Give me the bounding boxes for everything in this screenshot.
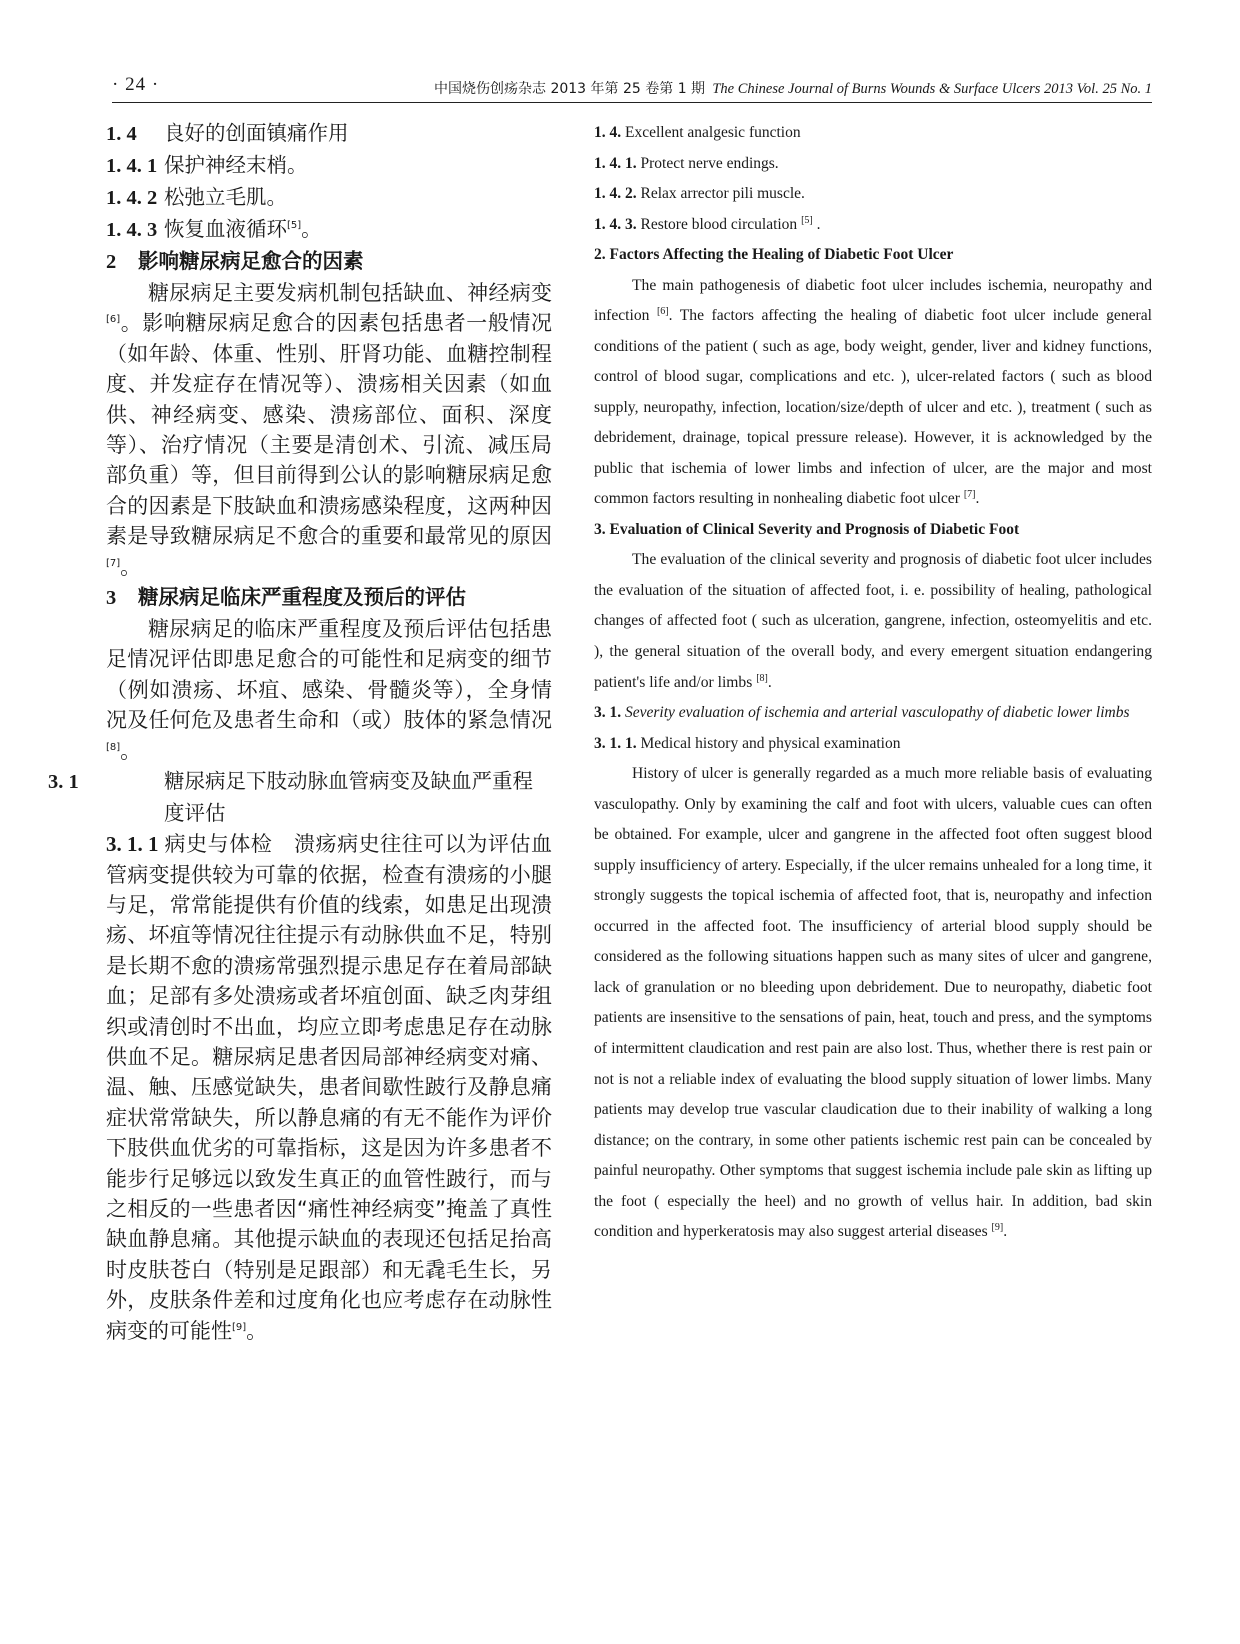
page-number: · 24 · [112, 74, 160, 95]
english-column [594, 118, 1152, 1248]
en-section-3-heading: 3. Evaluation of Clinical Severity and Prognosis of Diabetic Foot [594, 520, 1020, 538]
en-section-1-4-2: 1. 4. 2. Relax arrector pili muscle. [594, 185, 805, 202]
zh-paragraph-3: 糖尿病足的临床严重程度及预后评估包括患足情况评估即患足愈合的可能性和足病变的细节（例如溃疡、坏疽、感染、骨髓炎等），全身情况及任何危及患者生命和（或）肢体的紧急情况[8]。 [106, 617, 552, 763]
journal-title-en: The Chinese Journal of Burns Wounds & Surface Ulcers 2013 Vol. 25 No. 1 [712, 81, 1152, 97]
zh-section-3-1: 3. 1 糖尿病足下肢动脉血管病变及缺血严重程度评估 [48, 769, 533, 826]
en-section-2-heading: 2. Factors Affecting the Healing of Diabetic Foot Ulcer [594, 246, 954, 263]
page-header [112, 70, 1152, 103]
en-section-3-1: 3. 1. Severity evaluation of ischemia and arterial vasculopathy of diabetic lower limbs [594, 704, 1130, 722]
en-paragraph-3: The evaluation of the clinical severity and prognosis of diabetic foot ulcer includes the evaluation of the situation of affected foot, i. e. possibility of healing, pathological changes of affected foot ( such as ulceration, gangrene, infection, osteomyelitis and etc. ), the general situation of the overall body, and every emergent situation endangering patient's life and/or limbs [8]. [594, 551, 1152, 691]
en-paragraph-2: The main pathogenesis of diabetic foot ulcer includes ischemia, neuropathy and infection [6]. The factors affecting the healing of diabetic foot ulcer include general conditions of the patient ( such as age, body weight, gender, liver and kidney functions, control of blood sugar, complications and etc. ), ulcer-related factors ( such as blood supply, neuropathy, infection, location/size/depth of ulcer and etc. ), treatment ( such as debridement, drainage, topical pressure release). However, it is acknowledged by the public that ischemia of lower limbs and infection of ulcer, are the major and most common factors resulting in nonhealing diabetic foot ulcer [7]. [594, 276, 1152, 508]
zh-paragraph-2: 糖尿病足主要发病机制包括缺血、神经病变[6]。影响糖尿病足愈合的因素包括患者一般情况（如年龄、体重、性别、肝肾功能、血糖控制程度、并发症存在情况等）、溃疡相关因素（如血供、神经病变、感染、溃疡部位、面积、深度等）、治疗情况（主要是清创术、引流、减压局部负重）等，但目前得到公认的影响糖尿病足愈合的因素是下肢缺血和溃疡感染程度，这两种因素是导致糖尿病足不愈合的重要和最常见的原因[7]。 [106, 281, 552, 579]
citation: [6] [106, 314, 121, 326]
citation: [7] [106, 557, 121, 569]
zh-lead-phrase: 病史与体检 [164, 832, 273, 857]
chinese-column [48, 118, 553, 1346]
citation: [7] [963, 489, 976, 501]
zh-section-1-4-3: 1. 4. 3 恢复血液循环[5]。 [106, 217, 322, 241]
citation: [8] [106, 741, 121, 753]
en-section-1-4-1: 1. 4. 1. Protect nerve endings. [594, 154, 779, 172]
zh-section-3-heading: 3 糖尿病足临床严重程度及预后的评估 [106, 585, 466, 610]
zh-section-1-4-1: 1. 4. 1 保护神经末梢。 [106, 153, 308, 177]
zh-paragraph-3-1-1: 3. 1. 1 病史与体检 溃疡病史往往可以为评估血管病变提供较为可靠的依据，检查有溃疡的小腿与足，常常能提供有价值的线索，如患足出现溃疡、坏疽等情况往往提示有动脉供血不足，特别是长期不愈的溃疡常强烈提示患足存在着局部缺血；足部有多处溃疡或者坏疽创面、缺乏肉芽组织或清创时不出血，均应立即考虑患足存在动脉供血不足。糖尿病足患者因局部神经病变对痛、温、触、压感觉缺失，患者间歇性跛行及静息痛症状常常缺失，所以静息痛的有无不能作为评价下肢供血优劣的可靠指标，这是因为许多患者不能步行足够远以致发生真正的血管性跛行，而与之相反的一些患者因“痛性神经病变”掩盖了真性缺血静息痛。其他提示缺血的表现还包括足抬高时皮肤苍白（特别是足跟部）和无毳毛生长，另外，皮肤条件差和过度角化也应考虑存在动脉性病变的可能性[9]。 [106, 832, 553, 1343]
en-section-1-4: 1. 4. Excellent analgesic function [594, 124, 801, 141]
citation: [9] [232, 1321, 247, 1333]
journal-running-title [434, 78, 1152, 98]
zh-section-1-4-2: 1. 4. 2 松弛立毛肌。 [106, 185, 287, 209]
en-section-1-4-3: 1. 4. 3. Restore blood circulation [5] . [594, 214, 821, 233]
citation: [9] [991, 1222, 1004, 1234]
citation: [5] [801, 214, 813, 226]
zh-section-1-4: 1. 4 良好的创面镇痛作用 [106, 121, 349, 145]
zh-section-2-heading: 2 影响糖尿病足愈合的因素 [106, 249, 364, 273]
citation: [5] [287, 220, 302, 232]
citation: [8] [756, 672, 768, 684]
en-section-3-1-1: 3. 1. 1. Medical history and physical examination [594, 734, 901, 752]
citation: [6] [656, 305, 669, 317]
en-paragraph-3-1-1: History of ulcer is generally regarded as a much more reliable basis of evaluating vasculopathy. Only by examining the calf and foot with ulcers, valuable cues can often be obtained. For example, ulcer and gangrene in the affected foot often suggest blood supply insufficiency of artery. Especially, if the ulcer remains unhealed for a long time, it strongly suggests the topical ischemia of affected foot, that is, neuropathy and infection occurred in the affected foot. The insufficiency of arterial blood supply should be considered as the following situations happen such as many sites of ulcer and gangrene, lack of granulation or no bleeding upon debridement. Due to neuropathy, diabetic foot patients are insensitive to the sensations of pain, heat, touch and press, and the symptoms of intermittent claudication and rest pain are also lost. Thus, whether there is rest pain or not is not a reliable index of evaluating the blood supply situation of lower limbs. Many patients may develop true vascular claudication due to their inability of walking a long distance; on the contrary, in some other patients ischemic rest pain can be concealed by painful neuropathy. Other symptoms that suggest ischemia include pale skin as lifting up the foot ( especially the heel) and no growth of vellus hair. In addition, bad skin condition and hyperkeratosis may also suggest arterial diseases [9]. [594, 765, 1152, 1241]
journal-title-cn: 中国烧伤创疡杂志 2013 年第 25 卷第 1 期 [434, 81, 706, 97]
